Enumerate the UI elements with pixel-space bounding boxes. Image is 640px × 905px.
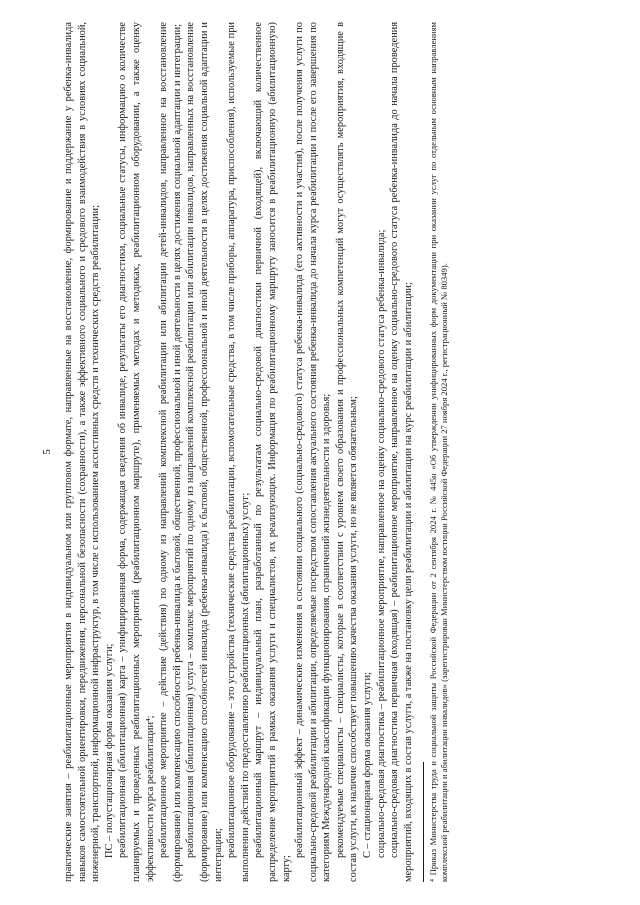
paragraph-rehab-route: реабилитационный маршрут – индивидуальный план, разработанный по результатам социально-средовой диагностики первичной (входящей), включающий количественное распределение мероприятий в рамках оказания услуги и специалистов, их реализующих. Информация по реабилитационному маршруту заносится в реабилитационную (абилитационную) карту; xyxy=(253,22,292,882)
paragraph-social-diagnostics: социально-средовая диагностика – реабилитационное мероприятие, направленное на оценку социально-средового статуса ребенка-инвалида; xyxy=(375,229,387,858)
paragraph-recommended-specialists: рекомендуемые специалисты – специалисты, которые в соответствии с уровнем своего образования и профессиональных компетенций могут осуществлять мероприятия, входящие в состав услуги, их наличие способствует повышению качества оказания услуги, но не является обязательным; xyxy=(334,22,360,882)
paragraph-rehab-equipment: реабилитационное оборудование – это устройства (технические средства реабилитации, вспомогательные средства, в том числе приборы, аппаратура, приспособления), используемые при выполнении действий по предоставлению реабилитационных (абилитационных) услуг; xyxy=(226,22,251,882)
paragraph-ps-definition: ПС – полустационарная форма оказания услуги; xyxy=(103,643,115,858)
footnote: ⁴ Приказ Министерства труда и социальной защиты Российской Федерации от 2 сентября 2024 г. № 445н «Об утверждении унифицированных форм документации при оказании услуг по отдельным основным направлениям комплексной реабилитации и абилитации инвалидов» (зарегистрирован Министерством юстиции Российской Федерации 27 ноября 2024 г., регистрационный № 80349). xyxy=(428,22,450,882)
paragraph-s-definition: С – стационарная форма оказания услуги; xyxy=(362,672,374,858)
paragraph-practical-sessions: практические занятия – реабилитационные мероприятия в индивидуальном или групповом формате, направленные на восстановление, формирование и поддержание у ребенка-инвалида навыков самостоятельной ориентировки, передвижения, персональной безопасности (сохранности), а также эффективного социального и средового взаимодействия в условиях социальной, инженерной, транспортной, информационной инфраструктур, в том числе с использованием ассистивных средств и технических средств реабилитации; xyxy=(63,22,102,882)
page-number: 5 xyxy=(41,449,53,455)
paragraph-primary-diagnostics: социально-средовая диагностика первичная (входящая) – реабилитационное мероприятие, направленное на оценку социально-средового статуса ребенка-инвалида до начала проведения мероприятий, входящих в состав услуги, а также на постановку цели реабилитации и абилитации на курс реабилитации и абилитации; xyxy=(389,22,414,882)
paragraph-rehab-service: реабилитационная (абилитационная) услуга – комплекс мероприятий по одному из направлений комплексной реабилитации или абилитации инвалидов, направленных на восстановление (формирование) или компенсацию способностей инвалида (ребенка-инвалида) к бытовой, общественной, профессиональной и иной деятельности в целях достижения социальной адаптации и интеграции; xyxy=(185,22,224,882)
rotated-text-block xyxy=(40,22,600,882)
paragraph-rehab-effect: реабилитационный эффект – динамические изменения в состоянии социального (социально-средового) статуса ребенка-инвалида (его активности и участия), после получения услуги по социально-средовой реабилитации и абилитации, определяемые посредством сопоставления актуального состояния ребенка-инвалида до начала курса реабилитации и после его завершения по категориям Международной классификации функционирования, ограничений жизнедеятельности и здоровья; xyxy=(294,22,333,882)
paragraph-rehab-measure: реабилитационное мероприятие – действие (действия) по одному из направлений комплексной реабилитации или абилитации детей-инвалидов, направленное на восстановление (формирование) или компенсацию способностей ребенка-инвалида к бытовой, общественной, профессиональной и иной деятельности в целях достижения социальной адаптации и интеграции; xyxy=(158,22,183,882)
footnote-divider xyxy=(423,762,424,882)
paragraph-rehab-card: реабилитационная (абилитационная) карта – унифицированная форма, содержащая сведения об инвалиде, результаты его диагностики, социальные статусы, информацию о количестве планируемых и проведенных реабилитационных мероприятий (реабилитационном маршруте), применяемых методах и методиках, реабилитационном оборудовании, а также оценку эффективности курса реабилитации⁴; xyxy=(117,22,156,882)
